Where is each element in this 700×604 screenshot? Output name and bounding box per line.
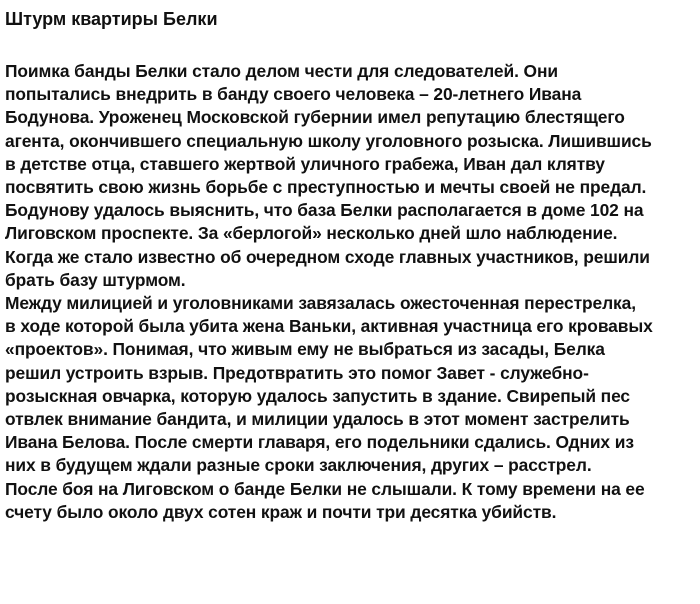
text-line: них в будущем ждали разные сроки заключения, других – расстрел. [5,455,592,476]
text-line: Между милицией и уголовниками завязалась ожесточенная перестрелка, [5,293,636,314]
text-line: в ходе которой была убита жена Ваньки, активная участница его кровавых [5,316,653,337]
text-line: решил устроить взрыв. Предотвратить это помог Завет - служебно- [5,362,589,383]
text-line: Бодунову удалось выяснить, что база Белки располагается в доме 102 на [5,200,644,221]
text-line: «проектов». Понимая, что живым ему не выбраться из засады, Белка [5,339,605,360]
text-line: в детстве отца, ставшего жертвой уличного грабежа, Иван дал клятву [5,153,605,174]
text-line: агента, окончившего специальную школу уголовного розыска. Лишившись [5,130,652,151]
article-body [5,60,690,524]
text-line: брать базу штурмом. [5,269,186,290]
text-line: посвятить свою жизнь борьбе с преступностью и мечты своей не предал. [5,177,647,198]
text-line: отвлек внимание бандита, и милиции удалось в этот момент застрелить [5,409,630,430]
text-line: Поимка банды Белки стало делом чести для следователей. Они [5,61,558,81]
text-line: Лиговском проспекте. За «берлогой» несколько дней шло наблюдение. [5,223,618,244]
article-title: Штурм квартиры Белки [5,9,218,29]
text-line: счету было около двух сотен краж и почти три десятка убийств. [5,501,557,522]
text-line: Когда же стало известно об очередном сходе главных участников, решили [5,246,650,267]
text-line: Ивана Белова. После смерти главаря, его подельники сдались. Одних из [5,432,634,453]
text-line: Бодунова. Уроженец Московской губернии имел репутацию блестящего [5,107,625,128]
text-line: розыскная овчарка, которую удалось запустить в здание. Свирепый пес [5,385,630,406]
text-line: После боя на Лиговском о банде Белки не слышали. К тому времени на ее [5,478,645,499]
text-line: попытались внедрить в банду своего человека – 20-летнего Ивана [5,84,582,105]
